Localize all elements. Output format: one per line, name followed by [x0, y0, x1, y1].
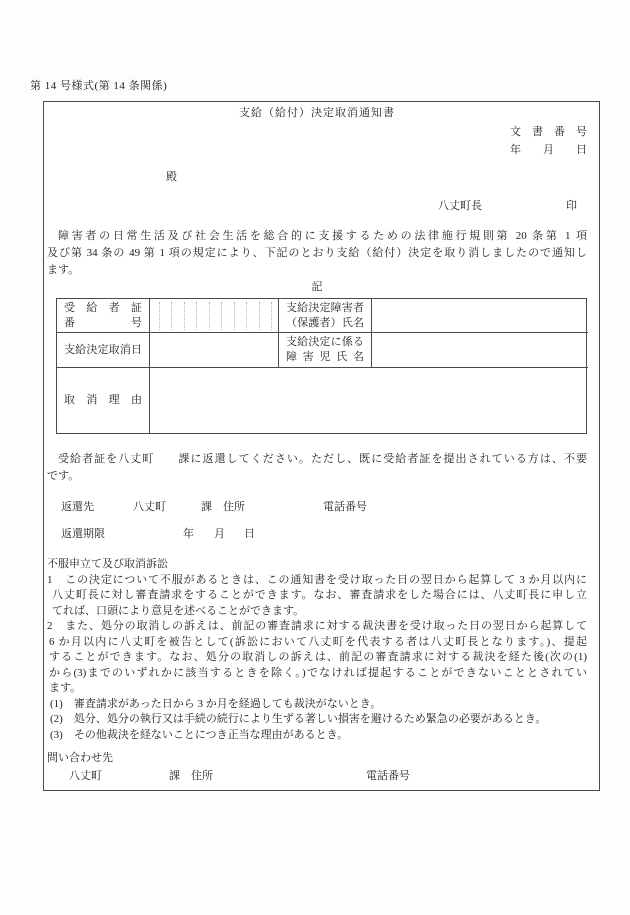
- recipient-cert-number-label: 受給者証 番号: [57, 299, 150, 333]
- cancel-date-field: [150, 333, 279, 368]
- return-deadline-line: [47, 526, 587, 541]
- appeal-item1-line: てれば、口頭により意見を述べることができます。: [52, 604, 305, 617]
- digit-grid: [159, 302, 272, 330]
- appeal-sub-item: (2) 処分、処分の執行又は手続の続行により生ずる著しい損害を避けるため緊急の必要があるとき。: [50, 713, 547, 725]
- issuer-line: [47, 198, 587, 214]
- appeal-item1-line: 1 この決定について不服があるときは、この通知書を受け取った日の翌日から起算して 3 か月以内に: [47, 573, 587, 586]
- return-deadline-label: 返還期限: [61, 528, 105, 540]
- appeal-section: [47, 557, 587, 743]
- contact-town: 八丈町: [69, 770, 102, 782]
- appeal-item2-line: することができます。なお、処分の取消しの訴えは、前記の審査請求に対する裁決を経た後(次の(1): [49, 651, 587, 663]
- issue-date-line: 年 月 日: [510, 144, 587, 156]
- record-heading: 記: [311, 281, 323, 293]
- cancel-reason-field: [150, 368, 588, 433]
- destination-town: 八丈町: [133, 501, 166, 513]
- contact-heading: 問い合わせ先: [47, 752, 113, 764]
- destination-section-label: 課: [201, 501, 212, 513]
- seal-mark: 印: [566, 200, 577, 212]
- appeal-sub-item: (3) その他裁決を経ないことにつき正当な理由があるとき。: [50, 728, 349, 741]
- grantee-name-field: [372, 299, 588, 333]
- return-destination-label: 返還先: [61, 501, 94, 513]
- cancel-reason-label: 取消理由: [57, 368, 150, 433]
- document-title: 支給（給付）決定取消通知書: [239, 107, 395, 119]
- recipient-cert-number-field: [150, 299, 279, 333]
- intro-line: 及び第 34 条の 49 第 1 項の規定により、下記のとおり支給（給付）決定を取り消しましたので通知し: [47, 247, 587, 259]
- appeal-item2-line: 2 また、処分の取消しの訴えは、前記の審査請求に対する裁決書を受け取った日の翌日から起算して: [47, 620, 587, 632]
- contact-section-label: 課: [169, 770, 180, 782]
- contact-phone-label: 電話番号: [366, 770, 410, 782]
- deadline-year-label: 年: [183, 528, 194, 540]
- grantee-name-label: 支給決定障害者 （保護者）氏名: [279, 299, 372, 333]
- destination-address-label: 住所: [223, 501, 245, 513]
- mayor-name: 八丈町長: [438, 200, 482, 212]
- appeal-sub-item: (1) 審査請求があった日から 3 か月を経過しても裁決がないとき。: [50, 697, 382, 710]
- appeal-item2-line: ます。: [49, 682, 82, 694]
- contact-address-label: 住所: [191, 770, 213, 782]
- appeal-item2-line: から(3)までのいずれかに該当するときを除く。)でなければ提起することができないこととされてい: [49, 666, 587, 679]
- form-number: 第 14 号様式(第 14 条関係): [30, 80, 168, 92]
- destination-phone-label: 電話番号: [323, 501, 367, 513]
- deadline-day-label: 日: [244, 528, 255, 540]
- intro-line: ます。: [47, 264, 80, 276]
- child-name-label: 支給決定に係る 障害児氏名: [279, 333, 372, 368]
- deadline-month-label: 月: [214, 528, 225, 540]
- return-notice-line: 受給者証を八丈町 課に返還してください。ただし、既に受給者証を提出されている方は、不要: [58, 453, 587, 465]
- addressee-honorific: 殿: [166, 171, 177, 183]
- return-notice-line: です。: [47, 470, 80, 482]
- doc-number-label: 文 書 番 号: [510, 126, 587, 138]
- cancel-date-label: 支給決定取消日: [57, 333, 150, 368]
- cancellation-table: [56, 298, 587, 434]
- appeal-heading: 不服申立て及び取消訴訟: [47, 558, 168, 570]
- appeal-item2-line: 6 か月以内に八丈町を被告として(訴訟において八丈町を代表する者は八丈町長となります。)、提起: [49, 635, 587, 648]
- return-notice: [47, 451, 587, 485]
- appeal-item1-line: 八丈町長に対し審査請求をすることができます。なお、審査請求をした場合には、八丈町長に申し立: [52, 589, 587, 601]
- child-name-field: [372, 333, 588, 368]
- notice-box: [43, 101, 600, 791]
- intro-line: 障害者の日常生活及び社会生活を総合的に支援するための法律施行規則第 20 条第 1 項: [58, 230, 587, 242]
- return-destination-line: [47, 499, 587, 514]
- intro-paragraph: [47, 228, 587, 279]
- contact-line: [47, 768, 587, 783]
